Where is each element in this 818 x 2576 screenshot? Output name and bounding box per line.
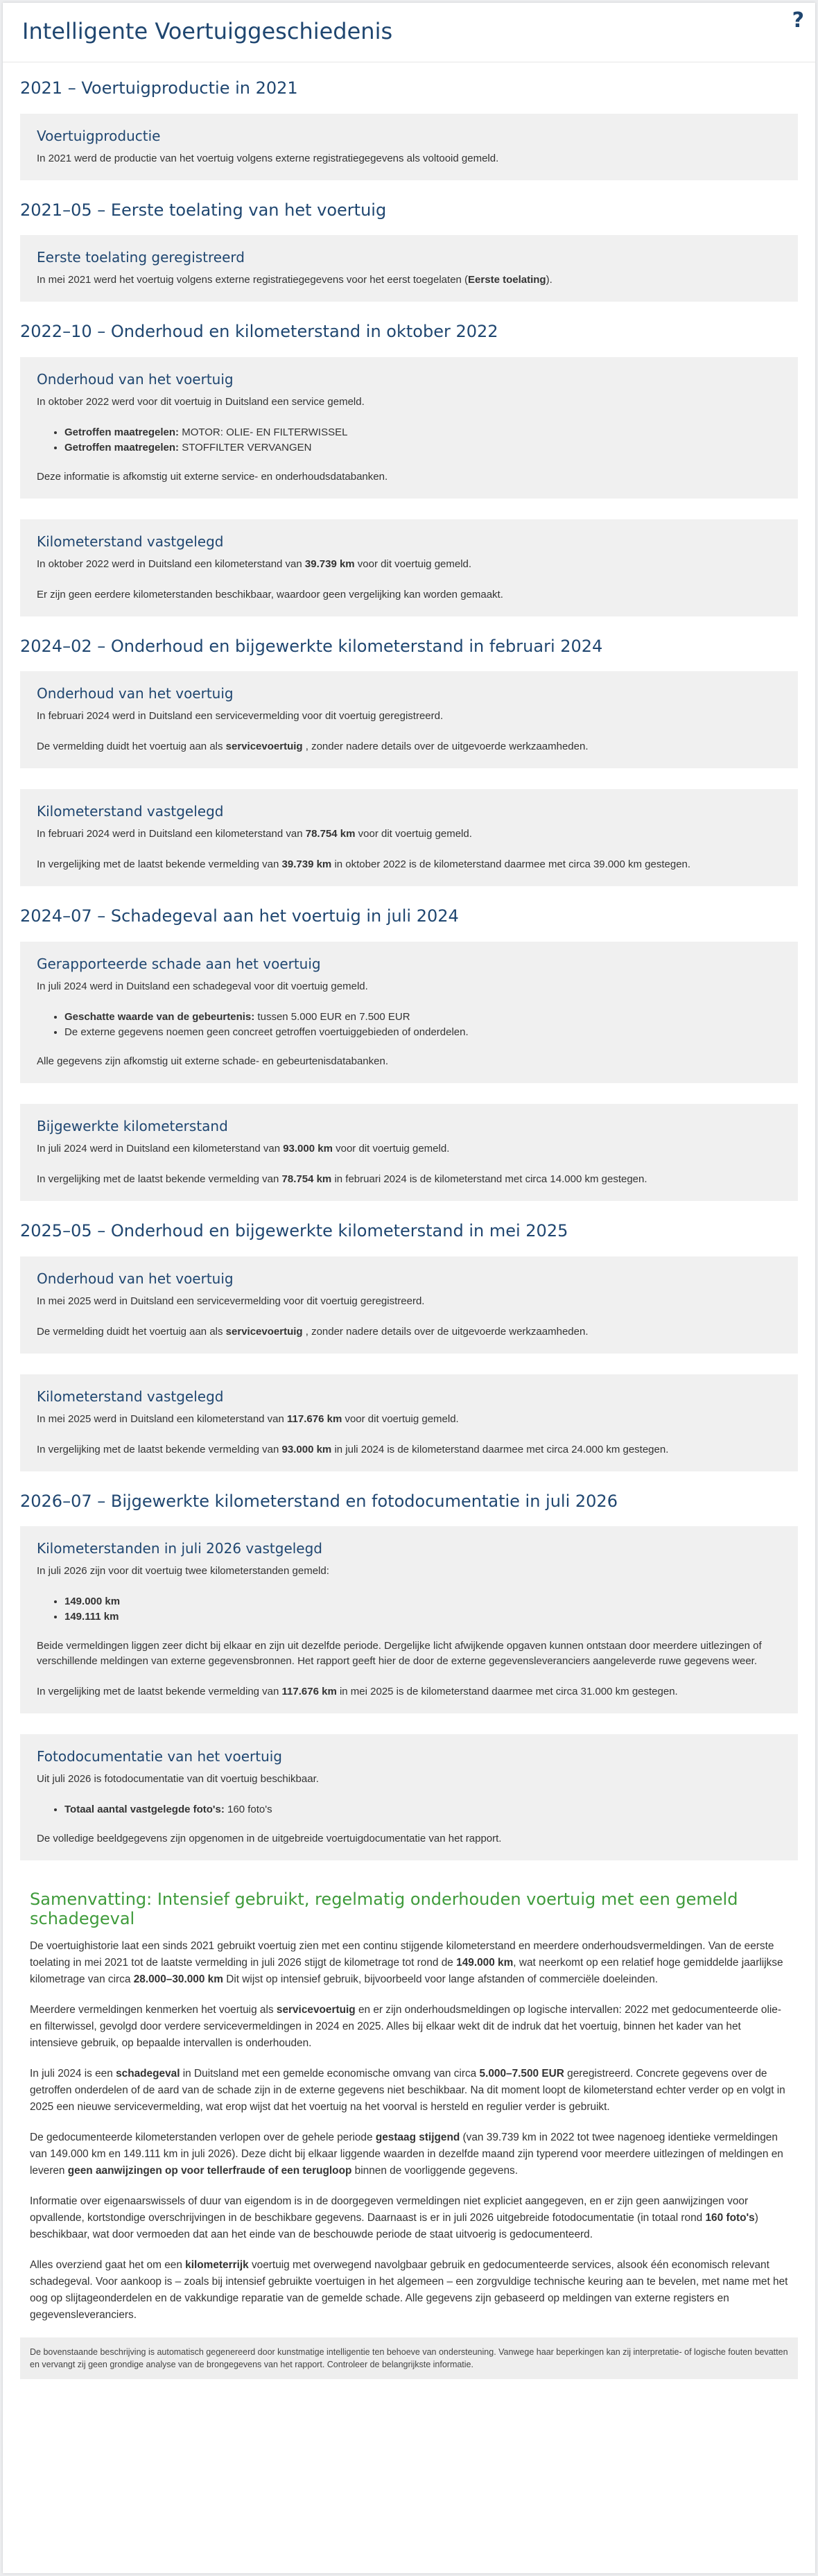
event-card-mileage: [20, 1374, 798, 1471]
section-title-2021: 2021 – Voertuigproductie in 2021: [20, 78, 298, 98]
card-text: De vermelding duidt het voertuig aan als servicevoertuig , zonder nadere details over de uitgevoerde werkzaamheden.: [37, 1325, 589, 1338]
photo-list: [64, 1802, 781, 1817]
card-text: De volledige beeldgegevens zijn opgenomen in de uitgebreide voertuigdocumentatie van het rapport.: [37, 1833, 502, 1845]
event-card-mileage: [20, 1104, 798, 1201]
card-text: De vermelding duidt het voertuig aan als servicevoertuig , zonder nadere details over de uitgevoerde werkzaamheden.: [37, 741, 589, 753]
card-text: Alle gegevens zijn afkomstig uit externe schade- en gebeurtenisdatabanken.: [37, 1055, 388, 1067]
ai-disclaimer: De bovenstaande beschrijving is automatisch gegenereerd door kunstmatige intelligentie ten behoeve van ondersteuning. Vanwege haar beperkingen kan zij interpretatie- of logische fouten bevatten en vervangt zij geen grondige analyse van de brongegevens van het rapport. Controleer de belangrijkste informatie.: [20, 2337, 798, 2379]
card-text: In mei 2021 werd het voertuig volgens externe registratiegegevens voor het eerst toegelaten (Eerste toelating).: [37, 274, 552, 286]
card-text: In vergelijking met de laatst bekende vermelding van 39.739 km in oktober 2022 is de kilometerstand daarmee met circa 39.000 km gestegen.: [37, 858, 691, 871]
event-card-first-registration: [20, 235, 798, 302]
section-title-2025-05: 2025–05 – Onderhoud en bijgewerkte kilometerstand in mei 2025: [20, 1220, 568, 1241]
summary-text: De voertuighistorie laat een sinds 2021 gebruikt voertuig zien met een continu stijgende kilometerstand en meerdere onderhoudsvermeldingen. Van de eerste toelating in mei 2021 tot de laatste vermelding in juli 2026 stijgt de kilometrage tot rond de 149.000 km, wat neerkomt op een relatief hoge gemiddelde jaarlijkse kilometrage van circa 28.000–30.000 km Dit wijst op intensief gebruik, bijvoorbeeld voor lange afstanden of commerciële doeleinden.: [30, 1940, 783, 1986]
list-item: • Geschatte waarde van de gebeurtenis: tussen 5.000 EUR en 7.500 EUR: [64, 1010, 781, 1025]
card-text: In juli 2024 werd in Duitsland een kilometerstand van 93.000 km voor dit voertuig gemeld.: [37, 1142, 450, 1155]
section-title-2022-10: 2022–10 – Onderhoud en kilometerstand in oktober 2022: [20, 322, 498, 342]
card-text: In vergelijking met de laatst bekende vermelding van 93.000 km in juli 2024 is de kilometerstand daarmee met circa 24.000 km gestegen.: [37, 1443, 669, 1455]
card-title: Onderhoud van het voertuig: [37, 685, 234, 702]
event-card-production: [20, 114, 798, 180]
card-text: In juli 2026 zijn voor dit voertuig twee kilometerstanden gemeld:: [37, 1565, 329, 1577]
event-card-maintenance: [20, 1256, 798, 1354]
event-card-mileage: [20, 789, 798, 886]
section-title-2024-07: 2024–07 – Schadegeval aan het voertuig in juli 2024: [20, 906, 459, 926]
card-title: Fotodocumentatie van het voertuig: [37, 1748, 283, 1765]
damage-list: [64, 1010, 781, 1040]
section-title-2026-07: 2026–07 – Bijgewerkte kilometerstand en fotodocumentatie in juli 2026: [20, 1491, 618, 1511]
card-title: Kilometerstanden in juli 2026 vastgelegd: [37, 1540, 323, 1557]
summary-text: Informatie over eigenaarswissels of duur van eigendom is in de doorgegeven vermeldingen niet expliciet aangegeven, en er zijn geen aanwijzingen voor opvallende, kortstondige overschrijvingen in de beschikbare gegevens. Daarnaast is er in juli 2026 uitgebreide fotodocumentatie (in totaal rond 160 foto's) beschikbaar, wat door vermoeden dat aan het einde van de beschouwde periode de staat uitvoerig is gedocumenteerd.: [30, 2195, 758, 2241]
section-title-2021-05: 2021–05 – Eerste toelating van het voertuig: [20, 200, 387, 220]
card-text: In 2021 werd de productie van het voertuig volgens externe registratiegegevens als voltooid gemeld.: [37, 152, 499, 164]
event-card-mileage: [20, 1526, 798, 1713]
card-text: In mei 2025 werd in Duitsland een servicevermelding voor dit voertuig geregistreerd.: [37, 1295, 425, 1307]
event-card-damage: [20, 942, 798, 1083]
card-title: Kilometerstand vastgelegd: [37, 803, 224, 820]
card-title: Kilometerstand vastgelegd: [37, 533, 224, 550]
list-item: • 149.000 km: [64, 1594, 781, 1609]
card-title: Onderhoud van het voertuig: [37, 1270, 234, 1287]
help-icon[interactable]: ?: [792, 8, 804, 33]
card-title: Onderhoud van het voertuig: [37, 370, 234, 388]
card-text: In mei 2025 werd in Duitsland een kilometerstand van 117.676 km voor dit voertuig gemeld.: [37, 1412, 459, 1425]
card-text: In oktober 2022 werd in Duitsland een kilometerstand van 39.739 km voor dit voertuig gemeld.: [37, 557, 472, 570]
page-title: Intelligente Voertuiggeschiedenis: [22, 18, 393, 44]
card-text: Er zijn geen eerdere kilometerstanden beschikbaar, waardoor geen vergelijking kan worden gemaakt.: [37, 588, 503, 600]
section-title-2024-02: 2024–02 – Onderhoud en bijgewerkte kilometerstand in februari 2024: [20, 636, 603, 656]
card-title: Gerapporteerde schade aan het voertuig: [37, 955, 321, 972]
summary-text: Alles overziend gaat het om een kilometerrijk voertuig met overwegend navolgbaar gebruik en gedocumenteerde services, alsook één economisch relevant schadegeval. Voor aankoop is – zoals bij intensief gebruikte voertuigen in het algemeen – een zorgvuldige technische keuring aan te bevelen, met name met het oog op slijtageonderdelen en de vakkundige reparatie van de gemelde schade. Alle gegevens zijn gebaseerd op meldingen van externe registers en gegevensleveranciers.: [30, 2259, 788, 2322]
event-card-mileage: [20, 519, 798, 616]
timeline: [3, 62, 815, 2379]
card-text: Uit juli 2026 is fotodocumentatie van dit voertuig beschikbaar.: [37, 1773, 319, 1786]
card-text: In oktober 2022 werd voor dit voertuig in Duitsland een service gemeld.: [37, 395, 365, 408]
card-text: In februari 2024 werd in Duitsland een kilometerstand van 78.754 km voor dit voertuig gemeld.: [37, 828, 472, 840]
card-title: Voertuigproductie: [37, 127, 161, 144]
card-text: In vergelijking met de laatst bekende vermelding van 117.676 km in mei 2025 is de kilometerstand daarmee met circa 31.000 km gestegen.: [37, 1686, 678, 1698]
summary-text: De gedocumenteerde kilometerstanden verlopen over de gehele periode gestaag stijgend (van 39.739 km in 2022 tot twee nagenoeg identieke vermeldingen van 149.000 km en 149.111 km in juli 2026). Deze dicht bij elkaar liggende waarden in dezelfde maand zijn typerend voor meerdere uitlezingen of meldingen en leveren geen aanwijzingen op voor tellerfraude of een terugloop binnen de voorliggende gegevens.: [30, 2132, 783, 2177]
card-text: In juli 2024 werd in Duitsland een schadegeval voor dit voertuig gemeld.: [37, 980, 368, 992]
card-title: Eerste toelating geregistreerd: [37, 249, 245, 266]
list-item: • Getroffen maatregelen: STOFFILTER VERVANGEN: [64, 440, 781, 456]
report-page: [3, 3, 815, 2573]
mileage-list: [64, 1594, 781, 1625]
card-title: Bijgewerkte kilometerstand: [37, 1117, 228, 1134]
card-text: Beide vermeldingen liggen zeer dicht bij elkaar en zijn uit dezelfde periode. Dergelijke licht afwijkende opgaven kunnen ontstaan door meerdere uitlezingen of verschillende meldingen van externe gegevensbronnen. Het rapport geeft hier de door de externe gegevensleveranciers aangeleverde ruwe gegevens weer.: [37, 1640, 762, 1668]
card-text: In februari 2024 werd in Duitsland een servicevermelding voor dit voertuig geregistreerd.: [37, 710, 444, 723]
summary-text: In juli 2024 is een schadegeval in Duitsland met een gemelde economische omvang van circa 5.000–7.500 EUR geregistreerd. Concrete gegevens over de getroffen onderdelen of de aard van de schade zijn in de externe gegevens niet beschikbaar. Na dit moment loopt de kilometerstand echter verder op en volgt in 2025 een nieuwe servicevermelding, wat erop wijst dat het voertuig na het voorval is hersteld en regulier verder is gebruikt.: [30, 2068, 785, 2113]
card-text: In vergelijking met de laatst bekende vermelding van 78.754 km in februari 2024 is de kilometerstand met circa 14.000 km gestegen.: [37, 1173, 647, 1185]
list-item: • Totaal aantal vastgelegde foto's: 160 foto's: [64, 1802, 781, 1817]
header: [3, 3, 815, 62]
card-text: Deze informatie is afkomstig uit externe service- en onderhoudsdatabanken.: [37, 470, 388, 483]
event-card-photos: [20, 1734, 798, 1860]
summary-title: Samenvatting: Intensief gebruikt, regelmatig onderhouden voertuig met een gemeld schadegeval: [30, 1890, 738, 1929]
card-title: Kilometerstand vastgelegd: [37, 1388, 224, 1405]
list-item: • Getroffen maatregelen: MOTOR: OLIE- EN FILTERWISSEL: [64, 425, 781, 440]
measures-list: [64, 425, 781, 456]
summary-section: [20, 1881, 798, 2324]
event-card-maintenance: [20, 671, 798, 768]
list-item: • De externe gegevens noemen geen concreet getroffen voertuiggebieden of onderdelen.: [64, 1025, 781, 1040]
summary-text: Meerdere vermeldingen kenmerken het voertuig als servicevoertuig en er zijn onderhoudsmeldingen op logische intervallen: 2022 met gedocumenteerde olie- en filterwissel, gevolgd door verdere servicevermeldingen in 2024 en 2025. Alles bij elkaar wekt dit de indruk dat het voertuig, binnen het kader van het intensieve gebruik, op bepaalde intervallen is onderhouden.: [30, 2004, 781, 2050]
event-card-maintenance: [20, 357, 798, 499]
list-item: • 149.111 km: [64, 1609, 781, 1625]
